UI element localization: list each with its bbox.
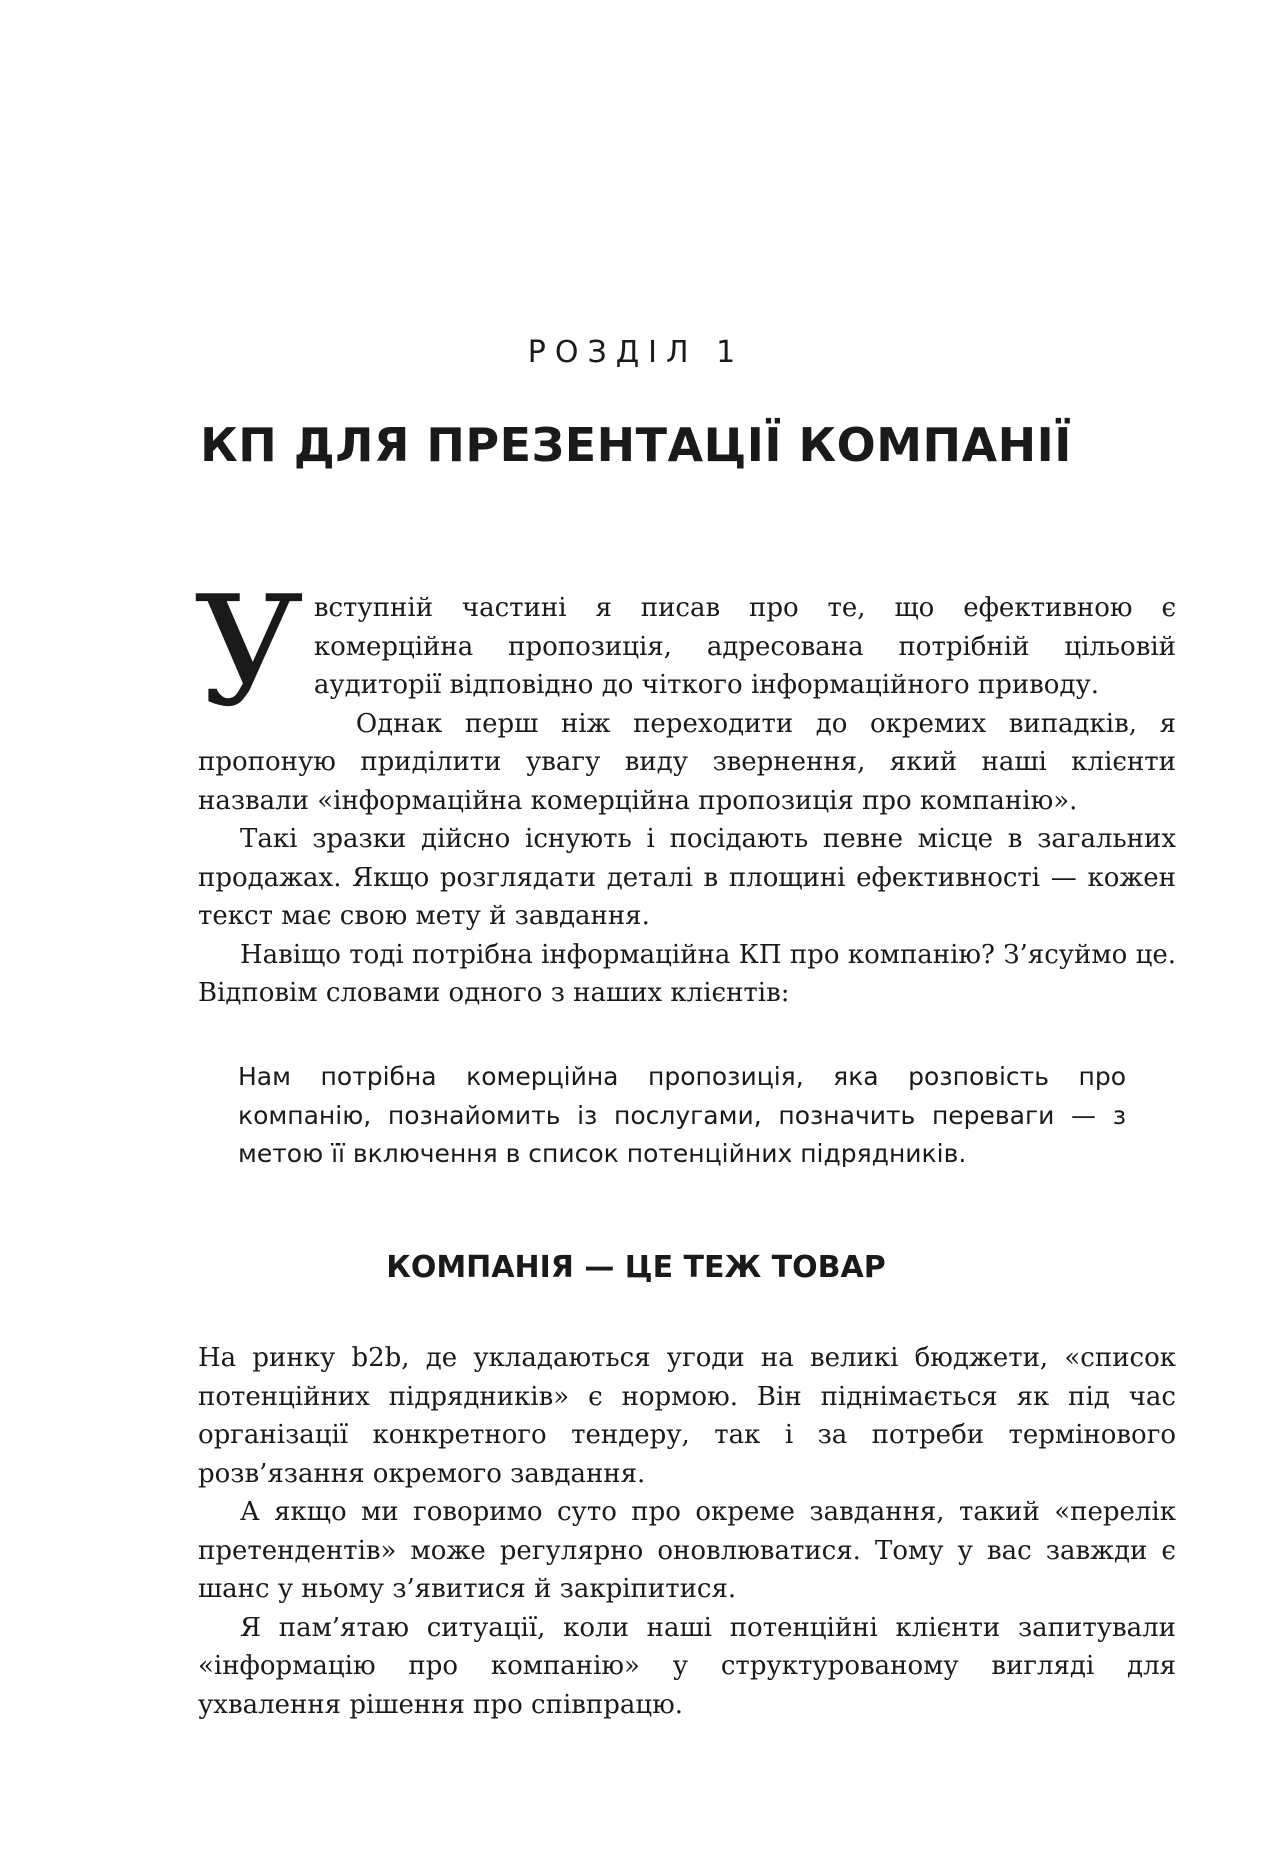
client-quote: Нам потрібна комерційна пропозиція, яка розповість про компанію, познайомить із послугами, позначить переваги — з метою її включення в список потенційних підрядників. xyxy=(238,1062,1126,1168)
chapter-label: РОЗДІЛ 1 xyxy=(527,335,745,370)
chapter-title: КП ДЛЯ ПРЕЗЕНТАЦІЇ КОМПАНІЇ xyxy=(200,418,1072,472)
intro-paragraph-4: Навіщо тоді потрібна інформаційна КП про компанію? З’ясуймо це. Відповім словами одного з наших клієнтів: xyxy=(198,939,1176,1008)
intro-block xyxy=(194,563,1176,1013)
intro-paragraph-3: Такі зразки дійсно існують і посідають певне місце в загальних продажах. Якщо розглядати деталі в площині ефективності — кожен текст має свою мету й завдання. xyxy=(198,824,1176,931)
intro-paragraph-2: Однак перш ніж переходити до окремих випадків, я пропоную приділити увагу виду звернення, який наші клієнти назвали «інформаційна комерційна пропозиція про компанію». xyxy=(198,708,1176,816)
intro-paragraph-1 xyxy=(194,563,1176,740)
section-body xyxy=(198,1339,1176,1724)
section-paragraph-3: Я пам’ятаю ситуації, коли наші потенційні клієнти запитували «інформацію про компанію» у структурованому вигляді для ухвалення рішення про співпрацю. xyxy=(198,1612,1176,1720)
intro-paragraph-1-text: вступній частині я писав про те, що ефективною є комерційна пропозиція, адресована потрібній цільовій аудиторії відповідно до чіткого інформаційного приводу. xyxy=(313,593,1176,700)
section-paragraph-1: На ринку b2b, де укладаються угоди на великі бюджети, «список потенційних підрядників» є нормою. Він піднімається як під час організації конкретного тендеру, так і за потреби термінового розв’язання окремого завдання. xyxy=(198,1343,1176,1489)
drop-cap: У xyxy=(194,563,304,740)
section-title: КОМПАНІЯ — ЦЕ ТЕЖ ТОВАР xyxy=(386,1250,886,1285)
section-paragraph-2: А якщо ми говоримо суто про окреме завдання, такий «перелік претендентів» може регулярно оновлюватися. Тому у вас завжди є шанс у ньому з’явитися й закріпитися. xyxy=(198,1497,1176,1604)
